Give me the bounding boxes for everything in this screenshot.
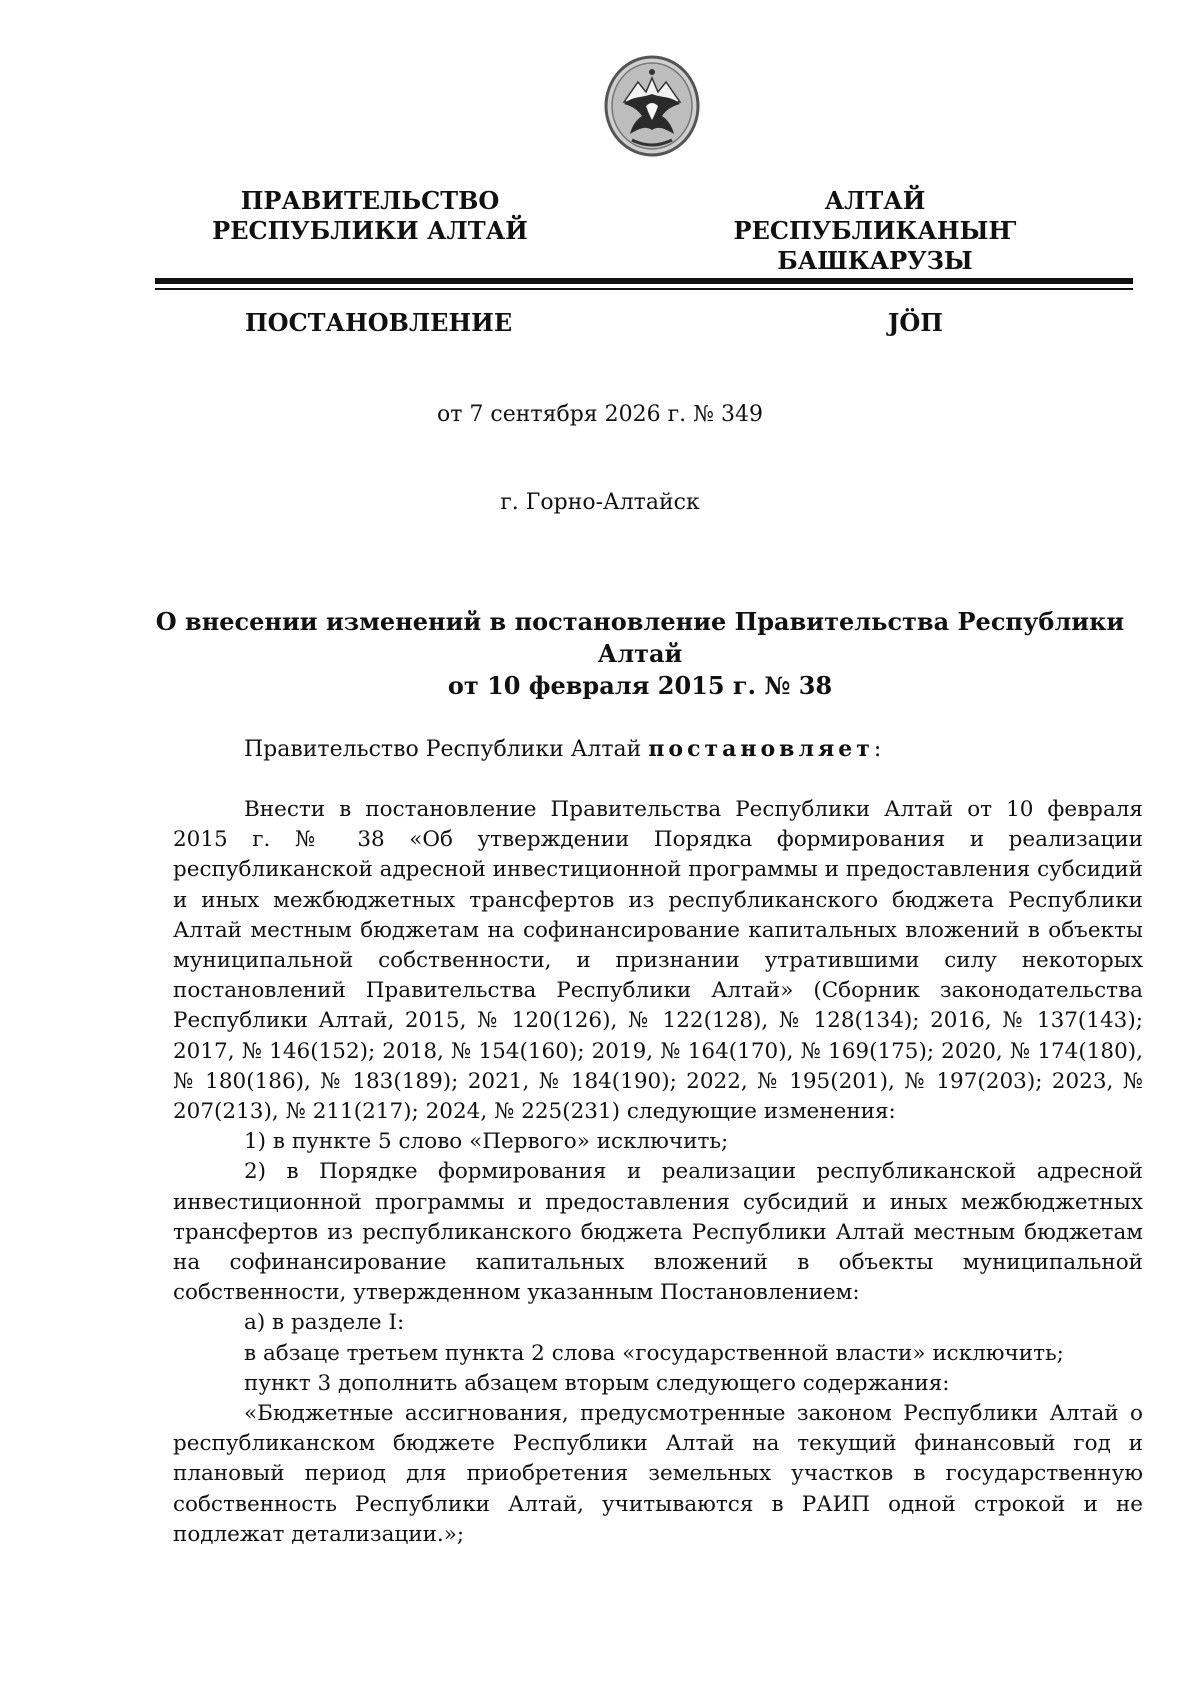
doctype-alt: ЈӦП bbox=[888, 308, 943, 337]
header-ru-line2: РЕСПУБЛИКИ АЛТАЙ bbox=[212, 216, 528, 245]
date-number-line: от 7 сентября 2026 г. № 349 bbox=[437, 402, 763, 427]
header-alt bbox=[705, 186, 1045, 276]
city-line: г. Горно-Алтайск bbox=[500, 490, 700, 515]
header-alt-line2: БАШКАРУЗЫ bbox=[777, 246, 973, 275]
header-rule-thin bbox=[155, 288, 1133, 290]
document-body bbox=[173, 795, 1143, 1550]
header-ru-line1: ПРАВИТЕЛЬСТВО bbox=[240, 186, 500, 215]
paragraph-item-2: 2) в Порядке формирования и реализации республиканской адресной инвестиционной программы и предоставления субсидий и иных межбюджетных трансфертов из республиканского бюджета Республики Алтай местным бюджетам на софинансирование капитальных вложений в объекты муниципальной собственности, утвержденном указанным Постановлением: bbox=[173, 1159, 1143, 1306]
intro-verb: постановляет bbox=[648, 736, 874, 762]
document-title bbox=[150, 606, 1130, 702]
header-alt-line1: АЛТАЙ РЕСПУБЛИКАНЫҤ bbox=[733, 186, 1017, 245]
intro-prefix: Правительство Республики Алтай bbox=[244, 737, 649, 762]
intro-suffix: : bbox=[873, 737, 882, 762]
header-ru bbox=[200, 186, 540, 246]
title-line1: О внесении изменений в постановление Правительства Республики Алтай bbox=[155, 607, 1125, 668]
paragraph-item-1: 1) в пункте 5 слово «Первого» исключить; bbox=[244, 1129, 729, 1155]
title-line2: от 10 февраля 2015 г. № 38 bbox=[447, 671, 833, 700]
coat-of-arms-emblem-icon bbox=[602, 54, 702, 158]
doctype-ru: ПОСТАНОВЛЕНИЕ bbox=[245, 308, 513, 337]
header-rule-thick bbox=[155, 278, 1133, 284]
paragraph-subitem-a: а) в разделе I: bbox=[244, 1310, 405, 1336]
intro-line bbox=[244, 734, 881, 765]
paragraph-clause-3: пункт 3 дополнить абзацем вторым следующего содержания: bbox=[244, 1370, 950, 1396]
paragraph-clause-2: в абзаце третьем пункта 2 слова «государственной власти» исключить; bbox=[244, 1340, 1064, 1366]
paragraph-main: Внести в постановление Правительства Республики Алтай от 10 февраля 2015 г. № 38 «Об утверждении Порядка формирования и реализации республиканской адресной инвестиционной программы и предоставления субсидий и иных межбюджетных трансфертов из республиканского бюджета Республики Алтай местным бюджетам на софинансирование капитальных вложений в объекты муниципальной собственности, и признании утратившими силу некоторых постановлений Правительства Республики Алтай» (Сборник законодательства Республики Алтай, 2015, № 120(126), № 122(128), № 128(134); 2016, № 137(143); 2017, № 146(152); 2018, № 154(160); 2019, № 164(170), № 169(175); 2020, № 174(180), № 180(186), № 183(189); 2021, № 184(190); 2022, № 195(201), № 197(203); 2023, № 207(213), № 211(217); 2024, № 225(231) следующие изменения: bbox=[173, 797, 1143, 1125]
paragraph-quote: «Бюджетные ассигнования, предусмотренные законом Республики Алтай о республиканском бюджете Республики Алтай на текущий финансовый год и плановый период для приобретения земельных участков в государственную собственность Республики Алтай, учитываются в РАИП одной строкой и не подлежат детализации.»; bbox=[173, 1401, 1143, 1547]
